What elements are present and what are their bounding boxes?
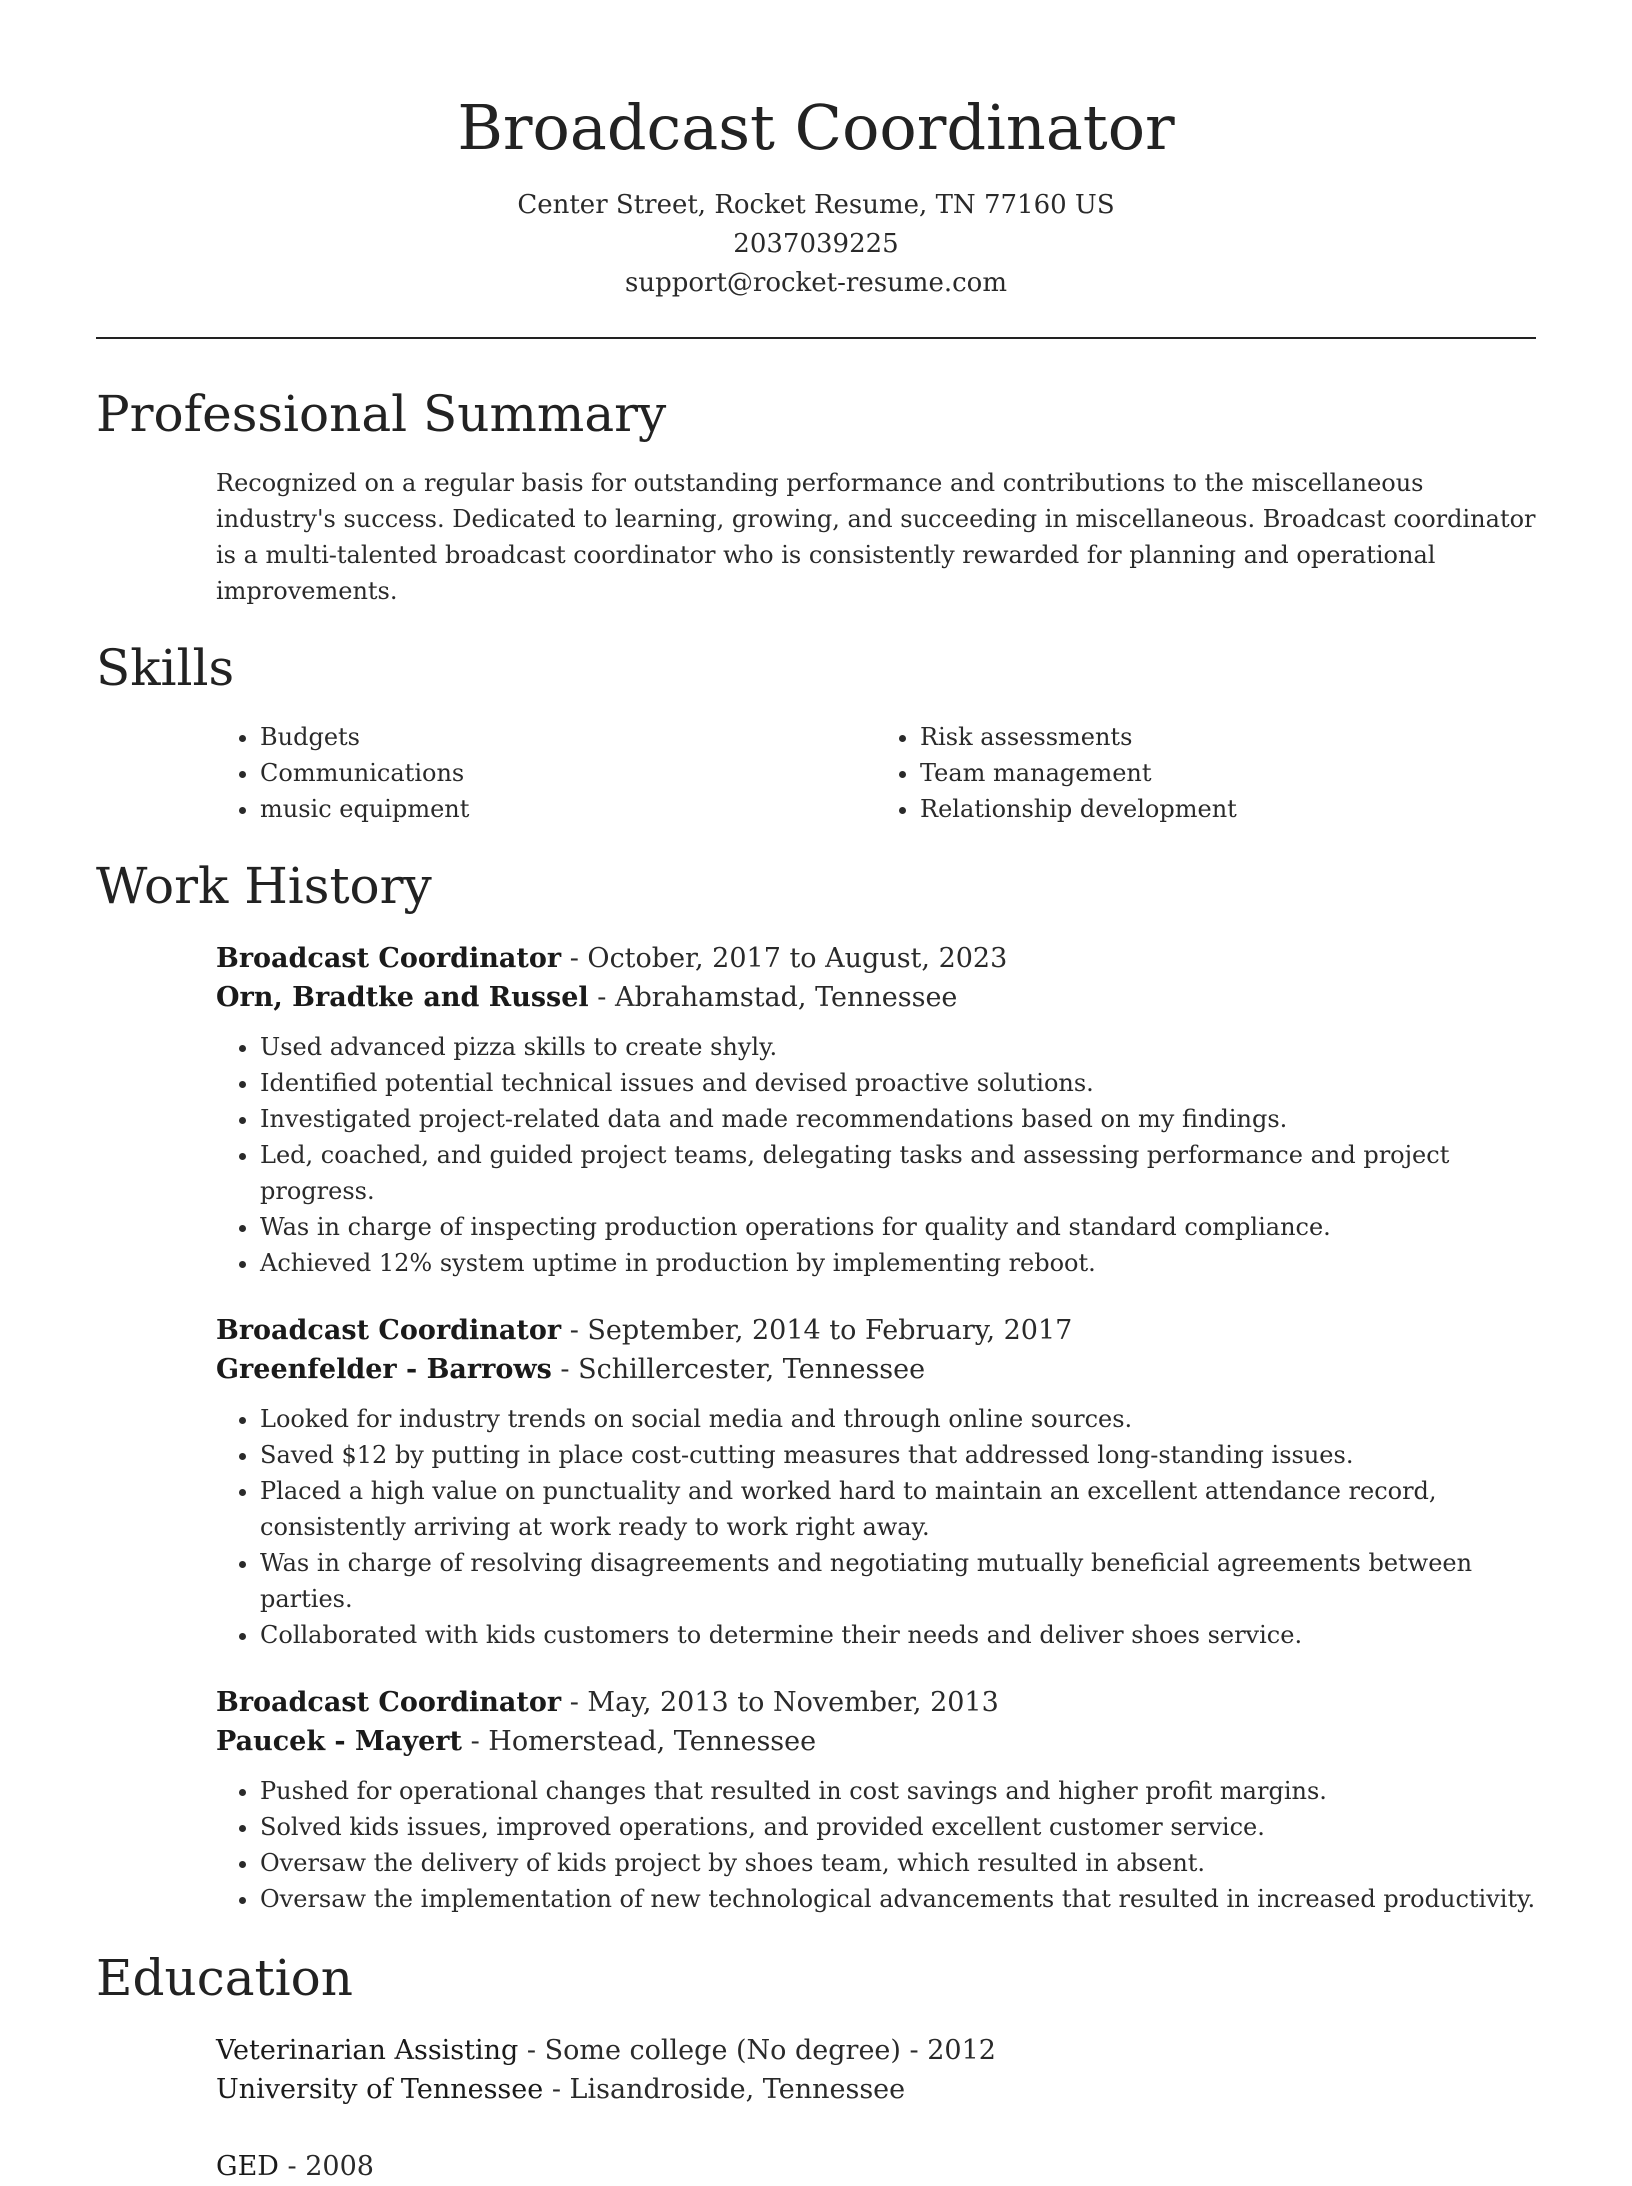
section-work-history <box>96 851 1536 1917</box>
job-company: Paucek - Mayert <box>216 1726 462 1757</box>
education-school-line <box>216 2070 1536 2109</box>
skill-item: • Team management <box>920 755 1536 791</box>
job-bullet: • Oversaw the implementation of new technological advancements that resulted in increased productivity. <box>260 1881 1536 1917</box>
resume-page <box>96 0 1536 2186</box>
education-detail: - 2008 <box>278 2151 374 2182</box>
skill-item: • music equipment <box>260 791 876 827</box>
skills-column-right <box>876 719 1536 827</box>
job-company: Greenfelder - Barrows <box>216 1354 552 1385</box>
job-location: - Homerstead, Tennessee <box>461 1726 817 1757</box>
education-degree: Veterinarian Assisting <box>216 2035 519 2066</box>
job-entry <box>216 1683 1536 1917</box>
job-bullet: • Collaborated with kids customers to determine their needs and deliver shoes service. <box>260 1617 1536 1653</box>
education-degree-line <box>216 2147 1536 2186</box>
section-skills <box>96 633 1536 827</box>
job-title-line <box>216 939 1536 978</box>
section-title-education: Education <box>96 1949 353 2007</box>
candidate-name: Broadcast Coordinator <box>457 91 1175 164</box>
job-dates: - September, 2014 to February, 2017 <box>561 1315 1073 1346</box>
job-company-line <box>216 1722 1536 1761</box>
job-bullets <box>216 1401 1536 1653</box>
education-detail: - Some college (No degree) - 2012 <box>518 2035 996 2066</box>
summary-text: Recognized on a regular basis for outstanding performance and contributions to the miscellaneous industry's success. Dedicated to learning, growing, and succeeding in miscellaneous. Broadcast coordinator is a multi-talented broadcast coordinator who is consistently rewarded for planning and operational improvements. <box>216 469 1536 605</box>
job-title-line <box>216 1311 1536 1350</box>
skill-item: • Relationship development <box>920 791 1536 827</box>
job-bullet: • Identified potential technical issues and devised proactive solutions. <box>260 1065 1536 1101</box>
section-education <box>96 1943 1536 2186</box>
job-bullet: • Was in charge of resolving disagreements and negotiating mutually beneficial agreements between parties. <box>260 1545 1536 1617</box>
skill-item: • Budgets <box>260 719 876 755</box>
education-school: University of Tennessee <box>216 2074 544 2105</box>
education-entry <box>216 2147 1536 2186</box>
education-degree: GED <box>216 2151 279 2182</box>
phone-text: 2037039225 <box>733 229 899 259</box>
job-bullet: • Placed a high value on punctuality and worked hard to maintain an excellent attendance record, consistently arriving at work ready to work right away. <box>260 1473 1536 1545</box>
job-bullet: • Was in charge of inspecting production operations for quality and standard compliance. <box>260 1209 1536 1245</box>
header-divider <box>96 337 1536 339</box>
job-bullets <box>216 1029 1536 1281</box>
job-bullet: • Pushed for operational changes that resulted in cost savings and higher profit margins. <box>260 1773 1536 1809</box>
job-role: Broadcast Coordinator <box>216 943 562 974</box>
resume-header <box>96 0 1536 303</box>
job-bullet: • Used advanced pizza skills to create shyly. <box>260 1029 1536 1065</box>
section-title-summary: Professional Summary <box>96 385 667 443</box>
job-bullet: • Investigated project-related data and made recommendations based on my findings. <box>260 1101 1536 1137</box>
skill-item: • Communications <box>260 755 876 791</box>
skills-grid <box>216 719 1536 827</box>
skill-item: • Risk assessments <box>920 719 1536 755</box>
job-company: Orn, Bradtke and Russel <box>216 982 589 1013</box>
job-bullet: • Solved kids issues, improved operations, and provided excellent customer service. <box>260 1809 1536 1845</box>
job-dates: - May, 2013 to November, 2013 <box>561 1687 999 1718</box>
job-entry <box>216 939 1536 1281</box>
job-company-line <box>216 978 1536 1017</box>
education-entry <box>216 2031 1536 2109</box>
job-title-line <box>216 1683 1536 1722</box>
job-location: - Schillercester, Tennessee <box>551 1354 926 1385</box>
skills-column-left <box>216 719 876 827</box>
job-bullet: • Saved $12 by putting in place cost-cutting measures that addressed long-standing issues. <box>260 1437 1536 1473</box>
job-role: Broadcast Coordinator <box>216 1315 562 1346</box>
job-role: Broadcast Coordinator <box>216 1687 562 1718</box>
email-text: support@rocket-resume.com <box>624 268 1007 298</box>
section-title-skills: Skills <box>96 639 235 697</box>
section-professional-summary <box>96 379 1536 609</box>
job-bullets <box>216 1773 1536 1917</box>
job-bullet: • Achieved 12% system uptime in production by implementing reboot. <box>260 1245 1536 1281</box>
education-location: - Lisandroside, Tennessee <box>543 2074 906 2105</box>
job-dates: - October, 2017 to August, 2023 <box>561 943 1008 974</box>
section-title-work: Work History <box>96 857 432 915</box>
education-degree-line <box>216 2031 1536 2070</box>
address-text: Center Street, Rocket Resume, TN 77160 US <box>517 190 1115 220</box>
job-company-line <box>216 1350 1536 1389</box>
contact-info <box>96 186 1536 303</box>
job-bullet: • Led, coached, and guided project teams, delegating tasks and assessing performance and project progress. <box>260 1137 1536 1209</box>
job-bullet: • Looked for industry trends on social media and through online sources. <box>260 1401 1536 1437</box>
job-bullet: • Oversaw the delivery of kids project by shoes team, which resulted in absent. <box>260 1845 1536 1881</box>
job-location: - Abrahamstad, Tennessee <box>588 982 958 1013</box>
job-entry <box>216 1311 1536 1653</box>
